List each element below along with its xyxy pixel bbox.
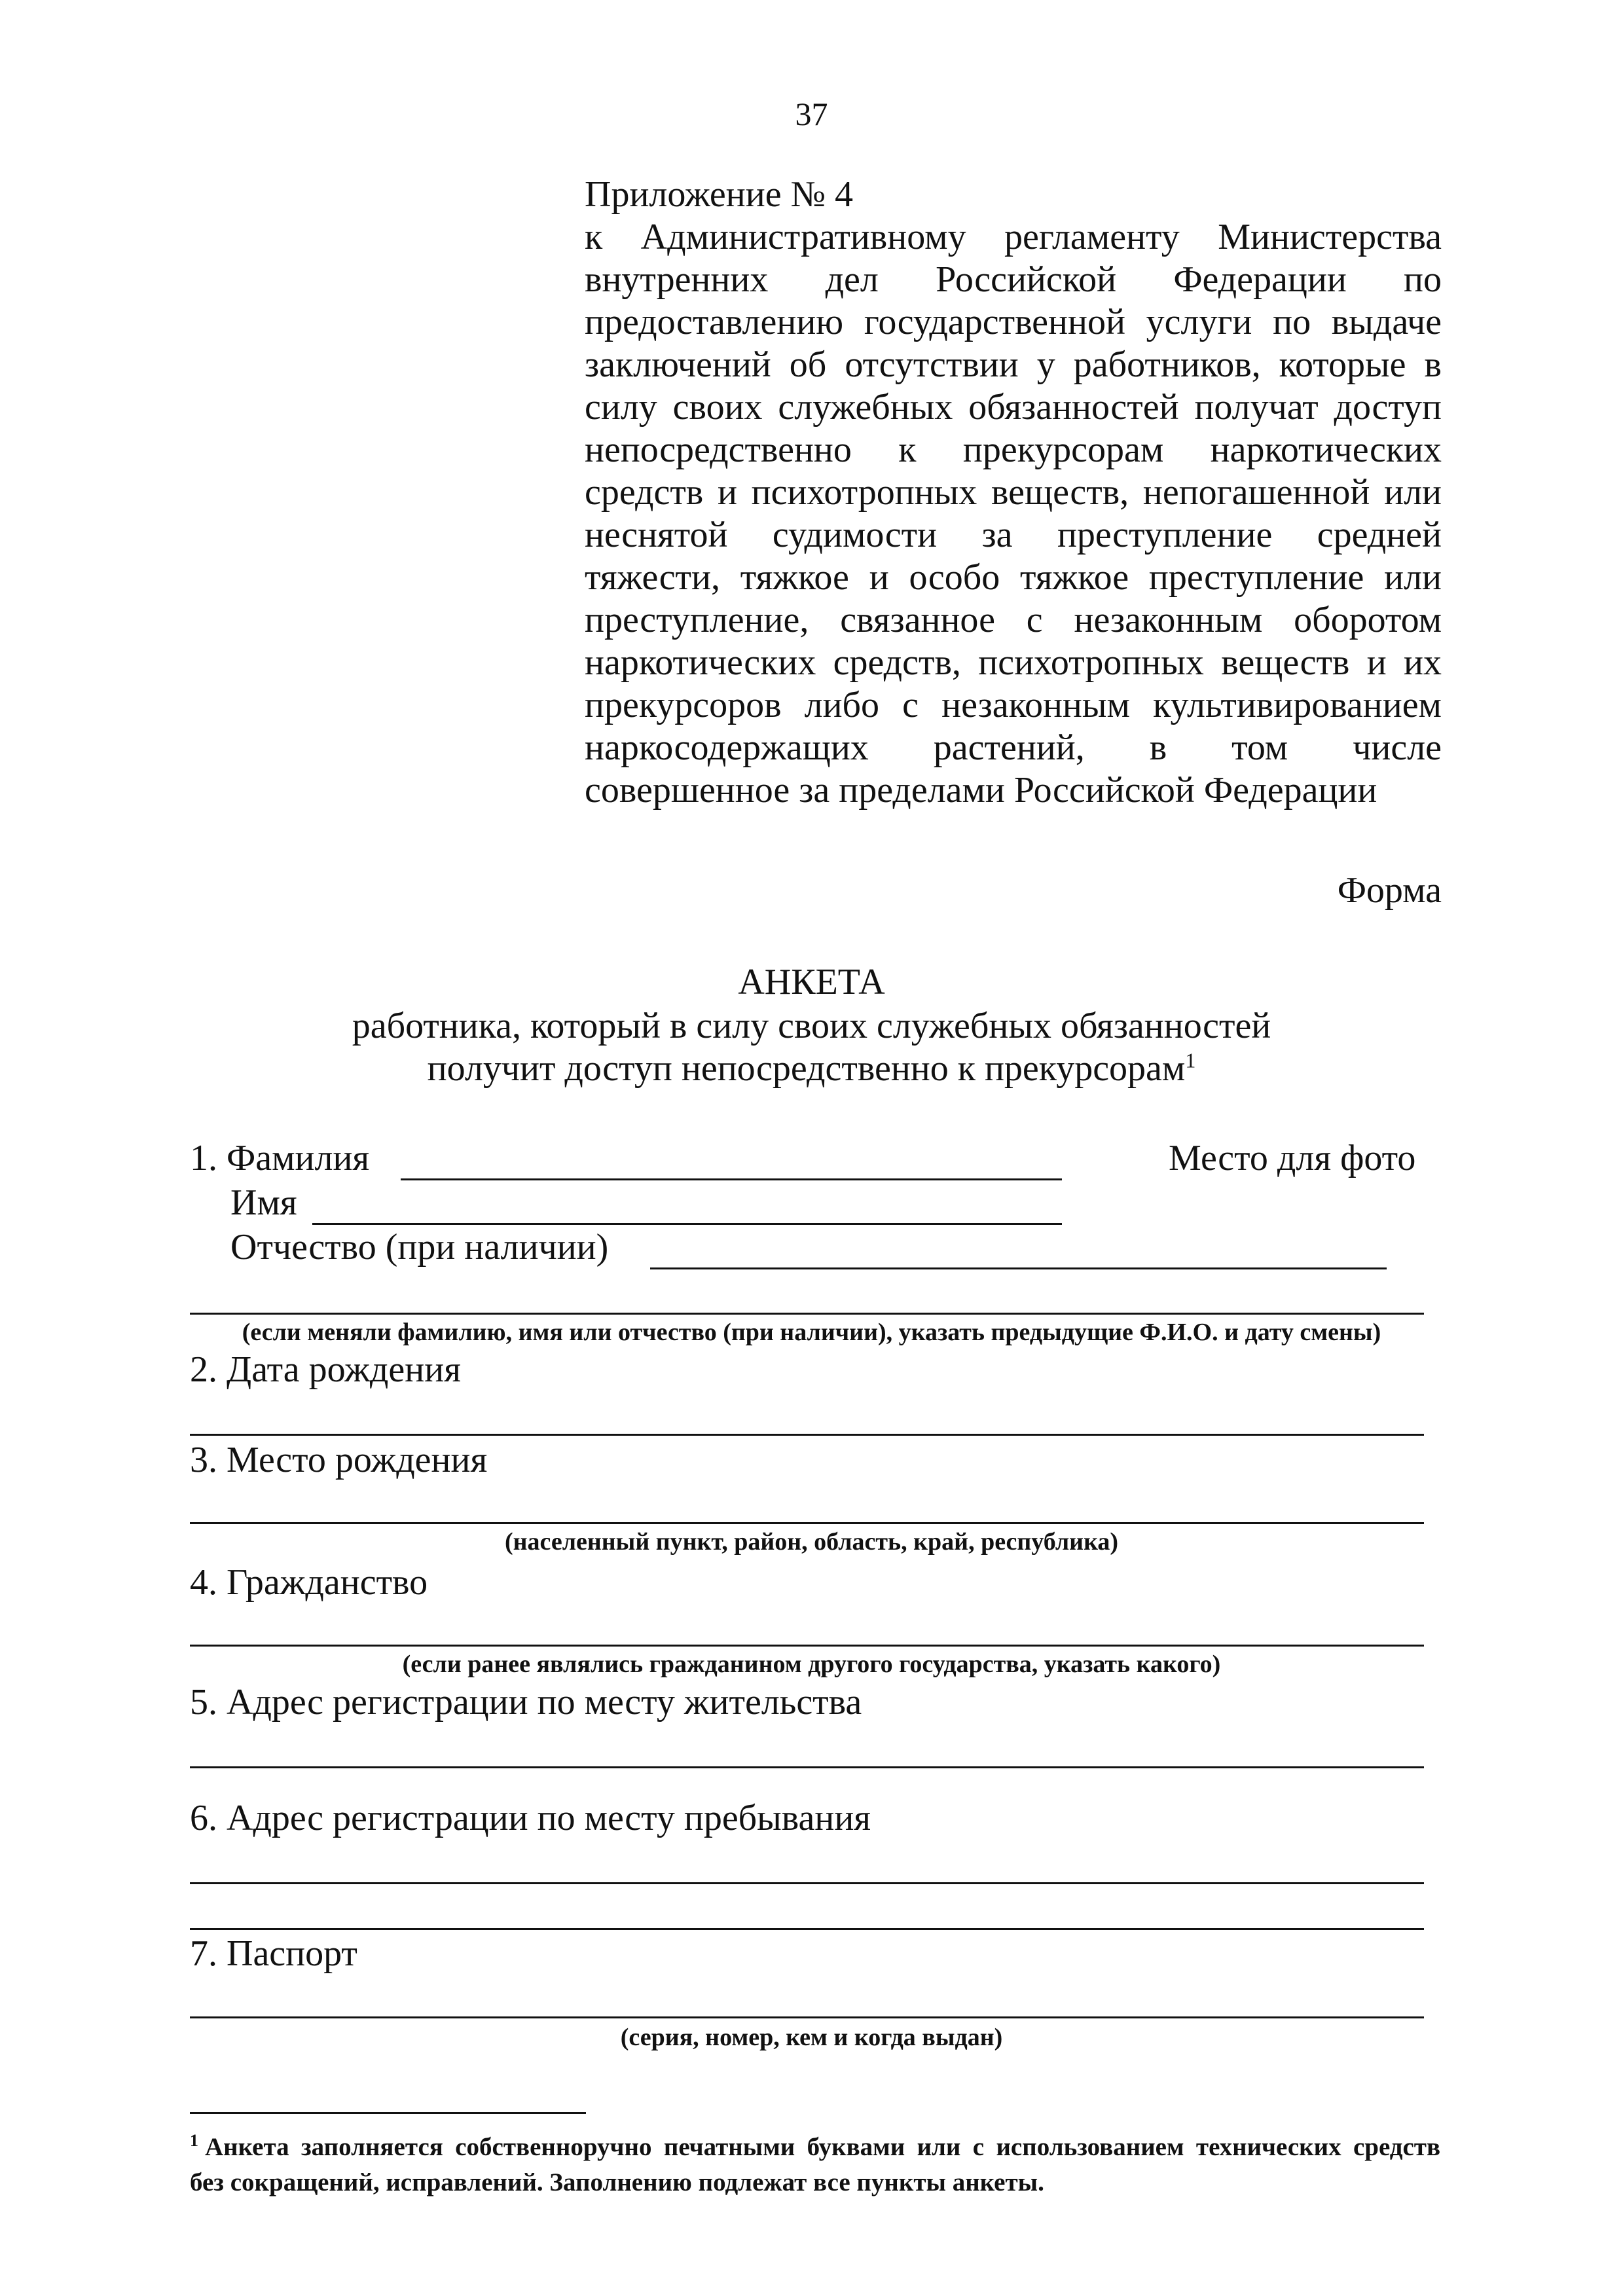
citizenship-label: 4. Гражданство [190, 1562, 428, 1603]
photo-placeholder: Место для фото [1169, 1138, 1416, 1178]
appendix-line: заключений об отсутствии у работников, которые в [585, 344, 1442, 385]
appendix-line: тяжести, тяжкое и особо тяжкое преступление или [585, 557, 1442, 598]
name-field[interactable] [312, 1223, 1062, 1225]
birth-place-hint: (населенный пункт, район, область, край, республика) [504, 1528, 1119, 1556]
form-label: Форма [1337, 870, 1442, 911]
patronymic-field[interactable] [650, 1267, 1387, 1269]
surname-field[interactable] [401, 1178, 1062, 1180]
appendix-line: предоставлению государственной услуги по выдаче [585, 302, 1442, 342]
appendix-line: средств и психотропных веществ, непогашенной или [585, 472, 1442, 513]
appendix-line: наркотических средств, психотропных веществ и их [585, 642, 1442, 683]
passport-field[interactable] [190, 2016, 1424, 2018]
residence-address-field[interactable] [190, 1766, 1424, 1768]
appendix-line: совершенное за пределами Российской Федерации [585, 770, 1377, 811]
patronymic-label: Отчество (при наличии) [230, 1227, 609, 1267]
footnote-reference: 1 [1185, 1048, 1196, 1072]
stay-address-field[interactable] [190, 1882, 1424, 1884]
footnote-marker: 1 [190, 2131, 198, 2150]
footnote-line-1 [190, 2130, 1440, 2165]
residence-address-label: 5. Адрес регистрации по месту жительства [190, 1682, 862, 1722]
stay-address-label: 6. Адрес регистрации по месту пребывания [190, 1798, 871, 1838]
name-change-field[interactable] [190, 1313, 1424, 1315]
footnote-line-2: без сокращений, исправлений. Заполнению подлежат все пункты анкеты. [190, 2168, 1044, 2196]
birth-place-label: 3. Место рождения [190, 1440, 488, 1480]
appendix-line: преступление, связанное с незаконным оборотом [585, 600, 1442, 640]
birth-date-label: 2. Дата рождения [190, 1349, 461, 1390]
appendix-line: прекурсоров либо с незаконным культивированием [585, 685, 1442, 725]
appendix-line: силу своих служебных обязанностей получат доступ [585, 387, 1442, 428]
footnote-divider [190, 2112, 586, 2114]
stay-address-field-2[interactable] [190, 1928, 1424, 1930]
page-number: 37 [795, 96, 828, 132]
citizenship-field[interactable] [190, 1645, 1424, 1647]
birth-date-field[interactable] [190, 1434, 1424, 1436]
citizenship-hint: (если ранее являлись гражданином другого государства, указать какого) [402, 1650, 1221, 1678]
name-label: Имя [230, 1182, 297, 1223]
passport-label: 7. Паспорт [190, 1933, 357, 1974]
appendix-body [585, 216, 1442, 812]
surname-label: 1. Фамилия [190, 1138, 370, 1178]
appendix-title: Приложение № 4 [585, 174, 853, 215]
questionnaire-subtitle-2 [0, 1048, 1623, 1089]
passport-hint: (серия, номер, кем и когда выдан) [620, 2024, 1003, 2051]
appendix-line: наркосодержащих растений, в том числе [585, 727, 1442, 768]
appendix-line: непосредственно к прекурсорам наркотических [585, 429, 1442, 470]
footnote [190, 2130, 1440, 2200]
birth-place-field[interactable] [190, 1522, 1424, 1524]
appendix-line: неснятой судимости за преступление средней [585, 515, 1442, 555]
questionnaire-title: АНКЕТА [738, 962, 885, 1002]
questionnaire-subtitle: работника, который в силу своих служебных обязанностей [352, 1006, 1271, 1046]
subtitle-text: получит доступ непосредственно к прекурсорам [427, 1048, 1186, 1089]
appendix-line: к Административному регламенту Министерства [585, 217, 1442, 257]
name-change-hint: (если меняли фамилию, имя или отчество (при наличии), указать предыдущие Ф.И.О. и дату смены) [242, 1319, 1381, 1346]
appendix-line: внутренних дел Российской Федерации по [585, 259, 1442, 300]
footnote-text-1: Анкета заполняется собственноручно печатными буквами или с использованием технических средств [205, 2133, 1440, 2161]
